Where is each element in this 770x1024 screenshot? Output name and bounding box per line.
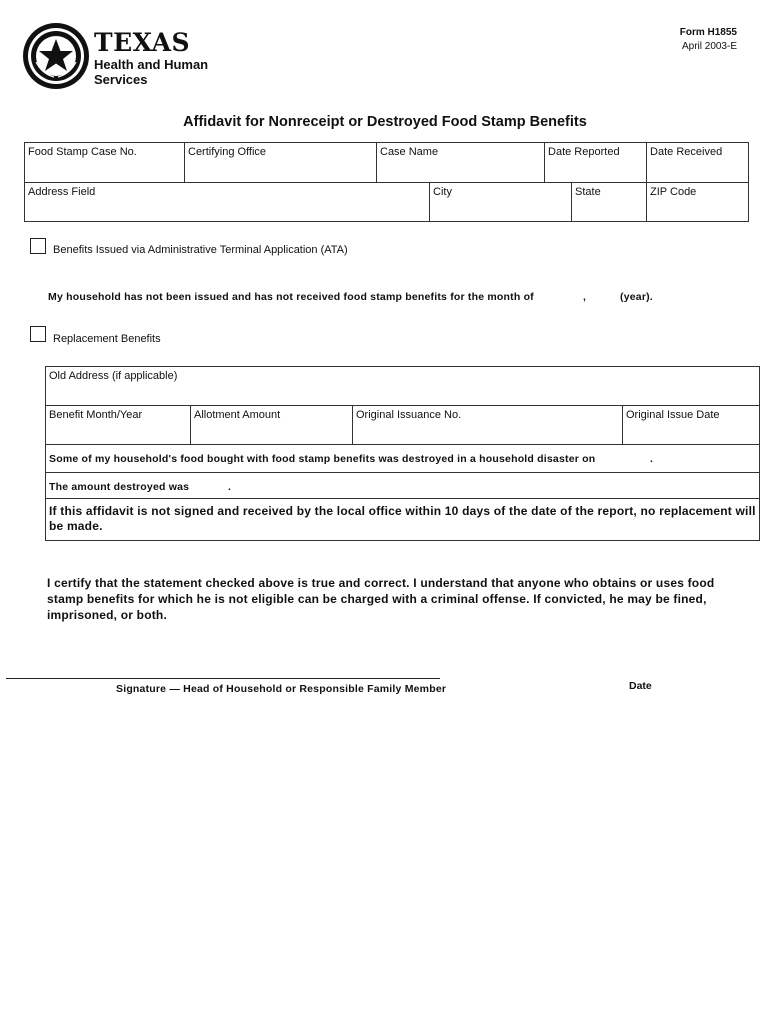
signature-line[interactable]	[6, 678, 440, 679]
date-label: Date	[629, 680, 652, 692]
state-label: State	[575, 186, 601, 198]
replacement-checkbox[interactable]	[30, 326, 46, 342]
state-field[interactable]	[572, 183, 647, 222]
signature-label: Signature — Head of Household or Responsible Family Member	[116, 683, 447, 695]
allotment-amount-label: Allotment Amount	[194, 409, 281, 421]
case-info-table	[24, 142, 749, 222]
date-reported-label: Date Reported	[548, 146, 620, 158]
amount-destroyed-statement: The amount destroyed was	[49, 481, 190, 493]
certification-statement: I certify that the statement checked above is true and correct. I understand that anyone who obtains or uses food stamp benefits for which he is not eligible can be charged with a criminal offense. If convicted, he may be fined, imprisoned, or both.	[47, 576, 715, 622]
form-number: Form H1855	[679, 27, 737, 38]
date-reported-field[interactable]	[545, 143, 647, 183]
issue-date-label: Original Issue Date	[626, 409, 720, 421]
disaster-period: .	[650, 453, 654, 465]
signature-deadline-warning: If this affidavit is not signed and received by the local office within 10 days of the date of the report, no replacement will be made.	[49, 504, 756, 533]
issuance-number-field[interactable]	[353, 406, 623, 445]
zip-code-label: ZIP Code	[650, 186, 697, 198]
replacement-table	[45, 366, 760, 541]
allotment-amount-field[interactable]	[191, 406, 353, 445]
city-label: City	[433, 186, 452, 198]
case-number-field[interactable]	[25, 143, 185, 183]
page-title: Affidavit for Nonreceipt or Destroyed Food Stamp Benefits	[183, 114, 587, 130]
address-label: Address Field	[28, 186, 96, 198]
certifying-office-label: Certifying Office	[188, 146, 267, 158]
ata-comma: ,	[583, 291, 587, 303]
date-received-field[interactable]	[647, 143, 749, 183]
certifying-office-field[interactable]	[185, 143, 377, 183]
warning-row	[46, 499, 760, 541]
case-name-field[interactable]	[377, 143, 545, 183]
disaster-statement-row[interactable]	[46, 445, 760, 473]
ata-checkbox-label: Benefits Issued via Administrative Terminal Application (ATA)	[53, 244, 348, 256]
issue-date-field[interactable]	[623, 406, 760, 445]
form-revision-date: April 2003-E	[681, 41, 737, 52]
benefit-month-label: Benefit Month/Year	[49, 409, 143, 421]
issuance-number-label: Original Issuance No.	[356, 409, 462, 421]
case-number-label: Food Stamp Case No.	[28, 146, 137, 158]
ata-checkbox[interactable]	[30, 238, 46, 254]
ata-statement: My household has not been issued and has not received food stamp benefits for the month of	[48, 291, 534, 303]
city-field[interactable]	[430, 183, 572, 222]
org-name-line3: Services	[94, 72, 148, 87]
disaster-statement: Some of my household's food bought with food stamp benefits was destroyed in a household disaster on	[49, 453, 596, 465]
replacement-checkbox-label: Replacement Benefits	[53, 333, 161, 345]
benefit-month-field[interactable]	[46, 406, 191, 445]
zip-code-field[interactable]	[647, 183, 749, 222]
date-received-label: Date Received	[650, 146, 723, 158]
org-name-line2: Health and Human	[94, 57, 209, 72]
ata-year-label: (year).	[620, 291, 653, 303]
org-name-texas: TEXAS	[94, 28, 191, 57]
amount-period: .	[228, 481, 232, 493]
amount-destroyed-row[interactable]	[46, 473, 760, 499]
old-address-label: Old Address (if applicable)	[49, 370, 178, 382]
case-name-label: Case Name	[380, 146, 439, 158]
old-address-field[interactable]	[46, 367, 760, 406]
texas-hhs-seal-logo	[22, 22, 90, 90]
address-field[interactable]	[25, 183, 430, 222]
